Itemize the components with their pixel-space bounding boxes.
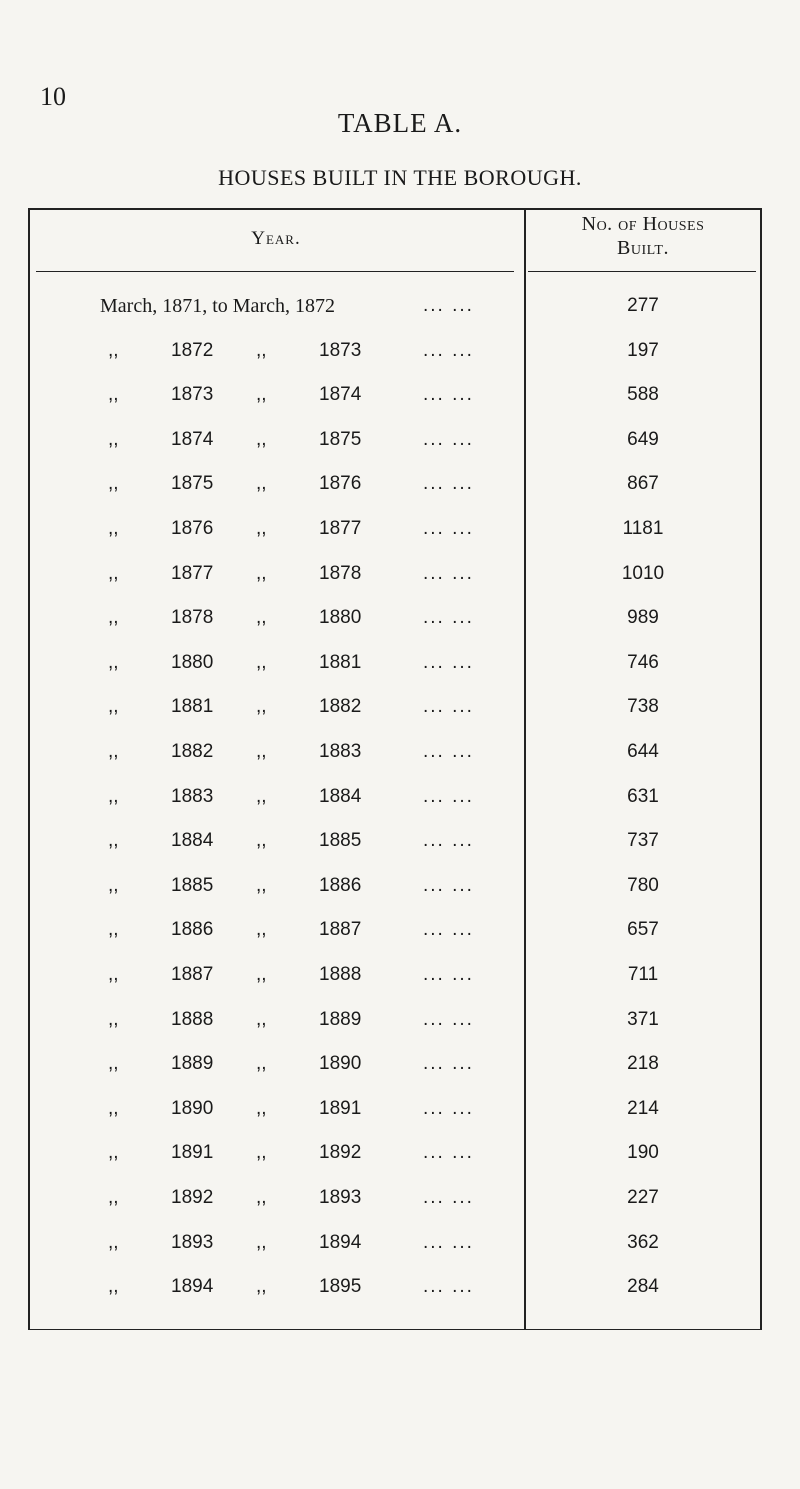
ditto-mark: ,,	[256, 964, 267, 985]
ditto-mark: ,,	[108, 830, 119, 852]
table-row	[28, 875, 762, 905]
ditto-mark: ,,	[256, 1008, 267, 1030]
ditto-mark: ,,	[108, 473, 119, 495]
row-from-year: 1877	[171, 562, 214, 584]
ditto-mark: ,,	[108, 1142, 119, 1164]
row-leader-dots: ... ...	[423, 384, 474, 406]
row-from-year: 1876	[171, 518, 214, 539]
row-to-year: 1890	[319, 1053, 362, 1075]
row-to-year: 1883	[319, 741, 362, 762]
table-row	[28, 830, 762, 860]
row-houses-value: 989	[627, 607, 659, 629]
ditto-mark: ,,	[256, 518, 267, 539]
row-houses-value: 214	[627, 1097, 659, 1119]
ditto-mark: ,,	[108, 518, 119, 539]
header-year: Year.	[251, 228, 301, 249]
row-leader-dots: ... ...	[423, 1187, 474, 1208]
row-from-year: 1874	[171, 428, 214, 450]
row-to-year: 1874	[319, 384, 362, 406]
row-leader-dots: ... ...	[423, 1097, 474, 1119]
ditto-mark: ,,	[108, 964, 119, 985]
table-row	[28, 652, 762, 682]
row-houses-value: 746	[627, 651, 659, 673]
table-row	[28, 919, 762, 949]
row-leader-dots: ... ...	[423, 651, 474, 673]
ditto-mark: ,,	[108, 428, 119, 450]
row-from-year: 1886	[171, 919, 214, 941]
row-leader-dots: ... ...	[423, 785, 474, 807]
row-leader-dots: ... ...	[423, 964, 474, 985]
row-to-year: 1880	[319, 607, 362, 629]
row-to-year: 1887	[319, 919, 362, 941]
table-row	[28, 1187, 762, 1217]
row-from-year: 1875	[171, 473, 214, 495]
row-to-year: 1889	[319, 1008, 362, 1030]
ditto-mark: ,,	[256, 874, 267, 896]
row-leader-dots: ... ...	[423, 518, 474, 539]
row-from-year: 1890	[171, 1097, 214, 1119]
row-to-year: 1885	[319, 830, 362, 852]
table-row	[28, 340, 762, 370]
ditto-mark: ,,	[256, 785, 267, 807]
row-from-year: 1891	[171, 1142, 214, 1164]
ditto-mark: ,,	[256, 1142, 267, 1164]
row-to-year: 1876	[319, 473, 362, 495]
ditto-mark: ,,	[108, 384, 119, 406]
table-row	[28, 1232, 762, 1262]
row-houses-value: 588	[627, 384, 659, 406]
row-from-year: 1894	[171, 1276, 214, 1298]
row-leader-dots: ... ...	[423, 562, 474, 584]
row-to-year: 1884	[319, 785, 362, 807]
row-houses-value: 737	[627, 830, 659, 852]
houses-built-table	[28, 208, 762, 1330]
row-houses-value: 227	[627, 1187, 659, 1208]
header-houses-line1: No. of Houses	[581, 213, 705, 235]
row-to-year: 1888	[319, 964, 362, 985]
ditto-mark: ,,	[108, 874, 119, 896]
row-leader-dots: ... ...	[423, 919, 474, 941]
row-leader-dots: ... ...	[423, 874, 474, 896]
header-houses-line2: Built.	[617, 237, 669, 259]
ditto-mark: ,,	[108, 919, 119, 941]
row-houses-value: 867	[627, 473, 659, 495]
row-to-year: 1891	[319, 1097, 362, 1119]
ditto-mark: ,,	[108, 785, 119, 807]
row-from-year: 1882	[171, 741, 214, 762]
row-to-year: 1886	[319, 874, 362, 896]
row-from-year: 1872	[171, 339, 214, 361]
ditto-mark: ,,	[108, 651, 119, 673]
row-leader-dots: ... ...	[423, 473, 474, 495]
ditto-mark: ,,	[256, 741, 267, 762]
row-houses-value: 649	[627, 428, 659, 450]
ditto-mark: ,,	[256, 607, 267, 629]
row-houses-value: 190	[627, 1142, 659, 1164]
ditto-mark: ,,	[108, 339, 119, 361]
ditto-mark: ,,	[108, 1053, 119, 1075]
row-from-year: 1880	[171, 651, 214, 673]
row-from-year: 1888	[171, 1008, 214, 1030]
row-houses-value: 371	[627, 1008, 659, 1030]
table-row	[28, 1098, 762, 1128]
table-row	[28, 563, 762, 593]
table-row	[28, 518, 762, 548]
ditto-mark: ,,	[108, 1276, 119, 1298]
row-leader-dots: ... ...	[423, 1142, 474, 1164]
row-leader-dots: ... ...	[423, 1231, 474, 1253]
ditto-mark: ,,	[108, 696, 119, 718]
row-leader-dots: ... ...	[423, 607, 474, 629]
ditto-mark: ,,	[108, 741, 119, 762]
row-houses-value: 631	[627, 785, 659, 807]
header-rule-year	[36, 271, 514, 272]
ditto-mark: ,,	[256, 384, 267, 406]
table-row	[28, 786, 762, 816]
table-top-rule	[28, 208, 762, 210]
row-to-year: 1895	[319, 1276, 362, 1298]
ditto-mark: ,,	[256, 339, 267, 361]
row-to-year: 1873	[319, 339, 362, 361]
row-from-year: 1878	[171, 607, 214, 629]
page-number: 10	[40, 82, 66, 111]
row-to-year: 1878	[319, 562, 362, 584]
ditto-mark: ,,	[256, 830, 267, 852]
table-row-first	[28, 295, 762, 325]
row-leader-dots: ... ...	[423, 1053, 474, 1075]
row-houses-value: 277	[627, 295, 659, 316]
row-to-year: 1893	[319, 1187, 362, 1208]
row-from-year: 1892	[171, 1187, 214, 1208]
ditto-mark: ,,	[108, 1231, 119, 1253]
row-houses-value: 738	[627, 696, 659, 718]
header-rule-houses	[528, 271, 756, 272]
row-leader-dots: ... ...	[423, 830, 474, 852]
ditto-mark: ,,	[256, 428, 267, 450]
table-row	[28, 1276, 762, 1306]
table-row	[28, 1009, 762, 1039]
ditto-mark: ,,	[108, 607, 119, 629]
table-row	[28, 1142, 762, 1172]
row-to-year: 1875	[319, 428, 362, 450]
row-from-year: 1884	[171, 830, 214, 852]
row-houses-value: 711	[627, 964, 659, 985]
row-from-year: 1889	[171, 1053, 214, 1075]
ditto-mark: ,,	[108, 1187, 119, 1208]
ditto-mark: ,,	[108, 1097, 119, 1119]
table-row	[28, 473, 762, 503]
ditto-mark: ,,	[108, 562, 119, 584]
row-houses-value: 197	[627, 339, 659, 361]
ditto-mark: ,,	[256, 1097, 267, 1119]
row-houses-value: 780	[627, 874, 659, 896]
row-houses-value: 284	[627, 1276, 659, 1298]
ditto-mark: ,,	[256, 1231, 267, 1253]
row-houses-value: 644	[627, 741, 659, 762]
row-leader-dots: ... ...	[423, 295, 474, 316]
row-from-year: 1881	[171, 696, 214, 718]
row-period-label: March, 1871, to March, 1872	[100, 295, 335, 317]
row-houses-value: 1010	[621, 562, 665, 584]
table-title: TABLE A.	[337, 108, 463, 138]
ditto-mark: ,,	[256, 919, 267, 941]
ditto-mark: ,,	[256, 1187, 267, 1208]
row-leader-dots: ... ...	[423, 1008, 474, 1030]
header-houses	[526, 212, 760, 260]
ditto-mark: ,,	[256, 1053, 267, 1075]
table-bottom-rule	[28, 1329, 762, 1331]
table-row	[28, 607, 762, 637]
table-row	[28, 964, 762, 994]
row-from-year: 1893	[171, 1231, 214, 1253]
table-row	[28, 429, 762, 459]
ditto-mark: ,,	[256, 562, 267, 584]
ditto-mark: ,,	[256, 696, 267, 718]
row-houses-value: 657	[627, 919, 659, 941]
row-to-year: 1881	[319, 651, 362, 673]
ditto-mark: ,,	[256, 1276, 267, 1298]
row-houses-value: 1181	[622, 518, 664, 539]
row-to-year: 1894	[319, 1231, 362, 1253]
row-from-year: 1885	[171, 874, 214, 896]
row-to-year: 1877	[319, 518, 362, 539]
row-to-year: 1882	[319, 696, 362, 718]
table-row	[28, 741, 762, 771]
table-row	[28, 696, 762, 726]
row-leader-dots: ... ...	[423, 1276, 474, 1298]
ditto-mark: ,,	[256, 473, 267, 495]
table-row	[28, 384, 762, 414]
row-leader-dots: ... ...	[423, 696, 474, 718]
row-houses-value: 218	[627, 1053, 659, 1075]
row-from-year: 1883	[171, 785, 214, 807]
ditto-mark: ,,	[256, 651, 267, 673]
row-leader-dots: ... ...	[423, 339, 474, 361]
ditto-mark: ,,	[108, 1008, 119, 1030]
row-from-year: 1873	[171, 384, 214, 406]
table-subtitle: HOUSES BUILT IN THE BOROUGH.	[218, 165, 582, 190]
row-leader-dots: ... ...	[423, 741, 474, 762]
row-to-year: 1892	[319, 1142, 362, 1164]
table-row	[28, 1053, 762, 1083]
row-from-year: 1887	[171, 964, 214, 985]
row-leader-dots: ... ...	[423, 428, 474, 450]
row-houses-value: 362	[627, 1231, 659, 1253]
